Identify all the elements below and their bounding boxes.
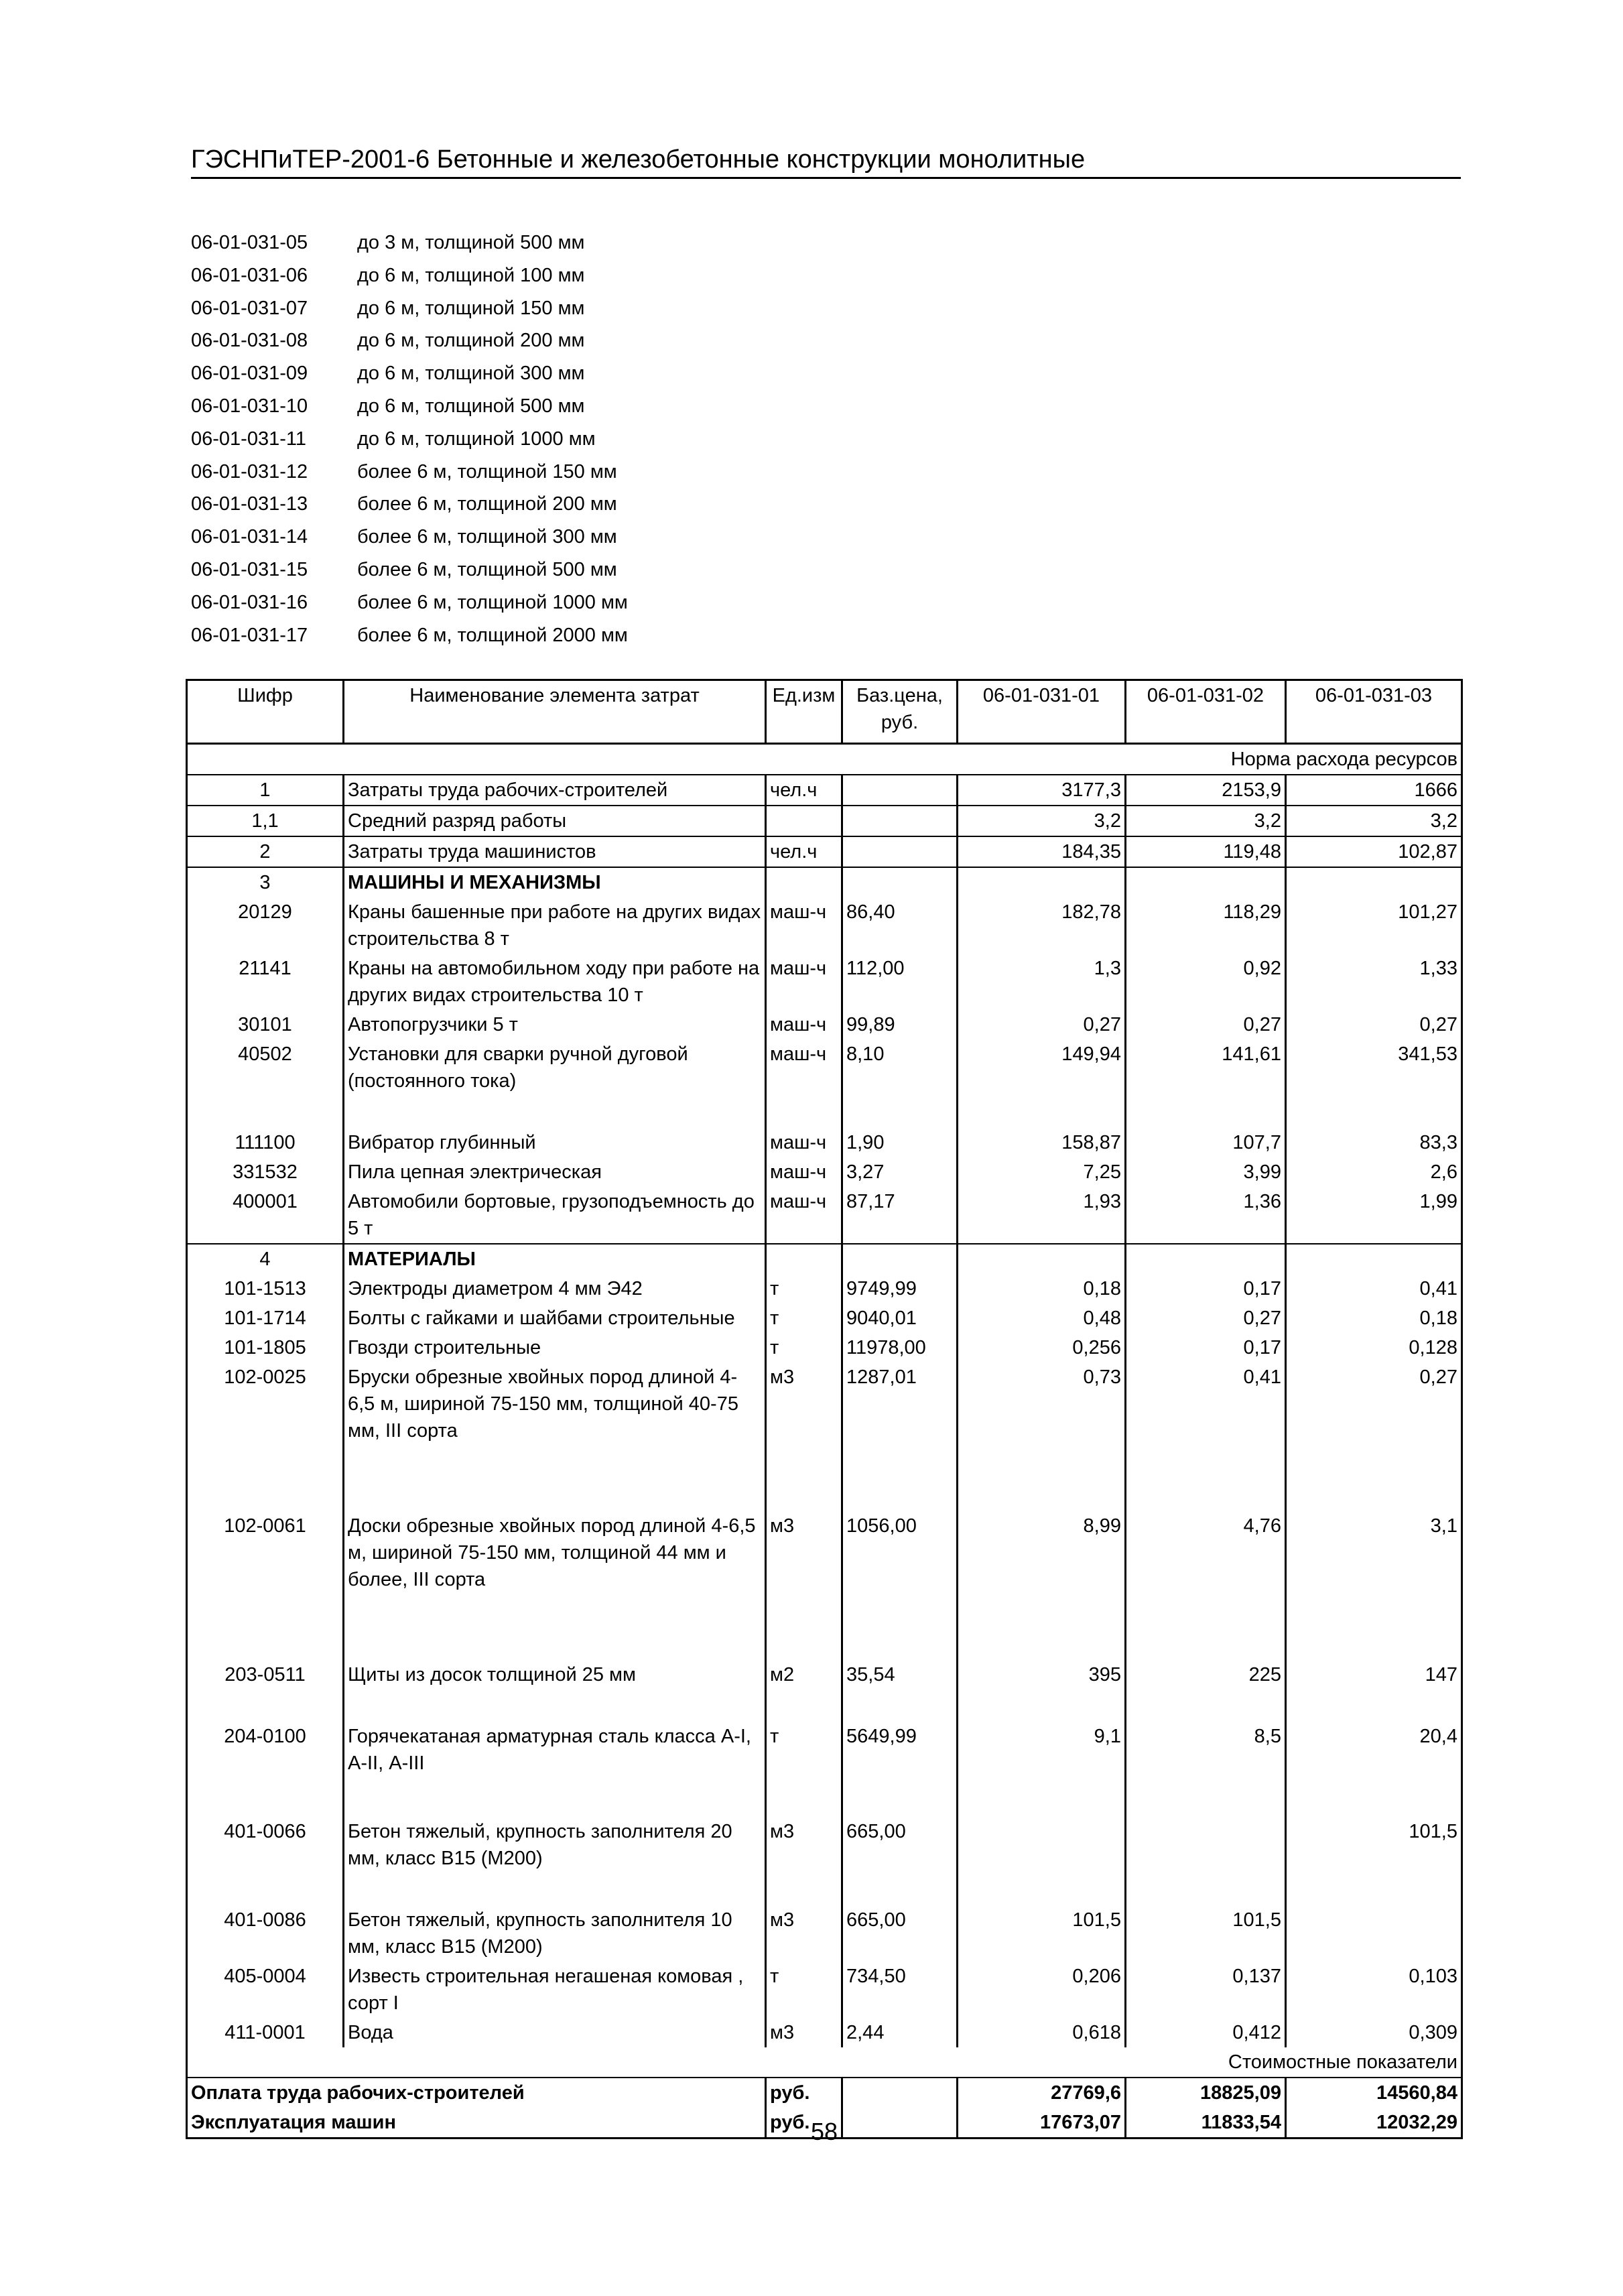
table-row — [187, 806, 1462, 836]
row-value-3: 0,128 — [1286, 1333, 1462, 1362]
code-list-item — [191, 554, 628, 586]
row-value-3: 83,3 — [1286, 1128, 1462, 1157]
table-row — [187, 897, 1462, 954]
row-value-3: 1666 — [1286, 775, 1462, 806]
row-code: 400001 — [187, 1187, 344, 1244]
row-code: 111100 — [187, 1128, 344, 1157]
row-unit: м3 — [766, 1362, 842, 1511]
row-unit: т — [766, 1722, 842, 1817]
row-price — [842, 1244, 958, 1274]
code-id: 06-01-031-13 — [191, 493, 308, 515]
code-id: 06-01-031-17 — [191, 624, 308, 646]
row-value-2 — [1126, 1244, 1286, 1274]
row-value-3: 2,6 — [1286, 1157, 1462, 1187]
row-name: МАШИНЫ И МЕХАНИЗМЫ — [344, 867, 766, 897]
table-row — [187, 1962, 1462, 2018]
totals-row — [187, 2078, 1462, 2108]
norm-label-row — [187, 744, 1462, 775]
row-code: 405-0004 — [187, 1962, 344, 2018]
row-value-1: 0,73 — [958, 1362, 1126, 1511]
row-value-3 — [1286, 867, 1462, 897]
row-name: Пила цепная электрическая — [344, 1157, 766, 1187]
row-value-1: 9,1 — [958, 1722, 1126, 1817]
cost-label-row — [187, 2047, 1462, 2078]
header-col2: 06-01-031-02 — [1126, 680, 1286, 744]
table-row — [187, 1303, 1462, 1333]
row-unit: м2 — [766, 1660, 842, 1722]
row-value-3: 0,309 — [1286, 2018, 1462, 2047]
code-list-item — [191, 292, 628, 325]
code-desc: более 6 м, толщиной 150 мм — [357, 460, 617, 483]
row-unit: маш-ч — [766, 897, 842, 954]
row-value-3: 0,103 — [1286, 1962, 1462, 2018]
code-desc: до 6 м, толщиной 150 мм — [357, 297, 585, 319]
table-row — [187, 836, 1462, 867]
row-name: Горячекатаная арматурная сталь класса А-I, А-II, А-III — [344, 1722, 766, 1817]
row-price: 665,00 — [842, 1905, 958, 1962]
code-list-item — [191, 259, 628, 292]
row-price: 5649,99 — [842, 1722, 958, 1817]
row-code: 102-0025 — [187, 1362, 344, 1511]
table-row — [187, 1511, 1462, 1660]
row-value-1: 0,256 — [958, 1333, 1126, 1362]
table-body — [187, 775, 1462, 2047]
totals-unit: руб. — [766, 2108, 842, 2139]
row-value-1: 8,99 — [958, 1511, 1126, 1660]
table-row — [187, 954, 1462, 1010]
row-name: Установки для сварки ручной дуговой (постоянного тока) — [344, 1039, 766, 1128]
row-value-1: 3177,3 — [958, 775, 1126, 806]
code-desc: более 6 м, толщиной 1000 мм — [357, 591, 628, 613]
row-name: Бетон тяжелый, крупность заполнителя 10 мм, класс В15 (М200) — [344, 1905, 766, 1962]
code-list-item — [191, 619, 628, 652]
row-name: Гвозди строительные — [344, 1333, 766, 1362]
row-unit: чел.ч — [766, 775, 842, 806]
row-name: Затраты труда рабочих-строителей — [344, 775, 766, 806]
row-value-2: 8,5 — [1126, 1722, 1286, 1817]
row-unit: маш-ч — [766, 1010, 842, 1039]
table-row — [187, 1817, 1462, 1905]
row-value-2: 3,99 — [1126, 1157, 1286, 1187]
row-price — [842, 867, 958, 897]
code-id: 06-01-031-14 — [191, 526, 308, 548]
code-id: 06-01-031-09 — [191, 363, 308, 385]
header-col3: 06-01-031-03 — [1286, 680, 1462, 744]
table-row — [187, 1362, 1462, 1511]
row-value-3: 101,5 — [1286, 1817, 1462, 1905]
code-desc: более 6 м, толщиной 300 мм — [357, 526, 617, 548]
row-value-2: 0,412 — [1126, 2018, 1286, 2047]
row-unit: чел.ч — [766, 836, 842, 867]
row-value-2: 141,61 — [1126, 1039, 1286, 1128]
table-row — [187, 1128, 1462, 1157]
row-value-2: 1,36 — [1126, 1187, 1286, 1244]
row-value-2: 4,76 — [1126, 1511, 1286, 1660]
row-unit — [766, 867, 842, 897]
row-unit: т — [766, 1962, 842, 2018]
table-row — [187, 1187, 1462, 1244]
row-value-2: 0,41 — [1126, 1362, 1286, 1511]
row-price: 2,44 — [842, 2018, 958, 2047]
row-value-2: 118,29 — [1126, 897, 1286, 954]
row-name: Средний разряд работы — [344, 806, 766, 836]
row-value-2: 0,27 — [1126, 1303, 1286, 1333]
table-row — [187, 775, 1462, 806]
row-value-3 — [1286, 1244, 1462, 1274]
row-unit: маш-ч — [766, 954, 842, 1010]
page-number: 58 — [810, 2118, 838, 2145]
code-desc: более 6 м, толщиной 200 мм — [357, 493, 617, 515]
row-unit: маш-ч — [766, 1039, 842, 1128]
row-price: 1287,01 — [842, 1362, 958, 1511]
totals-value-1: 27769,6 — [958, 2078, 1126, 2108]
code-id: 06-01-031-10 — [191, 395, 308, 417]
row-unit: м3 — [766, 1905, 842, 1962]
row-code: 4 — [187, 1244, 344, 1274]
row-value-1: 101,5 — [958, 1905, 1126, 1962]
code-list-item — [191, 390, 628, 423]
row-value-1: 182,78 — [958, 897, 1126, 954]
row-value-1: 0,618 — [958, 2018, 1126, 2047]
row-value-3 — [1286, 1905, 1462, 1962]
table-row — [187, 1010, 1462, 1039]
code-list-item — [191, 423, 628, 456]
norm-label: Норма расхода ресурсов — [187, 744, 1462, 775]
row-price: 11978,00 — [842, 1333, 958, 1362]
row-value-2: 107,7 — [1126, 1128, 1286, 1157]
row-name: Краны башенные при работе на других видах строительства 8 т — [344, 897, 766, 954]
row-code: 30101 — [187, 1010, 344, 1039]
row-unit: маш-ч — [766, 1157, 842, 1187]
header-code: Шифр — [187, 680, 344, 744]
row-name: Бетон тяжелый, крупность заполнителя 20 мм, класс В15 (М200) — [344, 1817, 766, 1905]
row-value-3: 341,53 — [1286, 1039, 1462, 1128]
code-list — [191, 227, 628, 651]
table-row — [187, 1722, 1462, 1817]
row-unit: т — [766, 1303, 842, 1333]
row-value-1: 0,18 — [958, 1274, 1126, 1303]
row-value-2: 119,48 — [1126, 836, 1286, 867]
row-code: 2 — [187, 836, 344, 867]
row-price: 9749,99 — [842, 1274, 958, 1303]
code-desc: до 6 м, толщиной 200 мм — [357, 330, 585, 352]
row-value-3: 1,99 — [1286, 1187, 1462, 1244]
row-price: 1056,00 — [842, 1511, 958, 1660]
row-value-1: 0,206 — [958, 1962, 1126, 2018]
table-row — [187, 1039, 1462, 1128]
code-id: 06-01-031-08 — [191, 330, 308, 352]
row-code: 411-0001 — [187, 2018, 344, 2047]
row-price: 1,90 — [842, 1128, 958, 1157]
totals-unit: руб. — [766, 2078, 842, 2108]
row-value-1: 149,94 — [958, 1039, 1126, 1128]
row-name: Доски обрезные хвойных пород длиной 4-6,5 м, шириной 75-150 мм, толщиной 44 мм и более, III сорта — [344, 1511, 766, 1660]
row-value-1: 395 — [958, 1660, 1126, 1722]
totals-price — [842, 2108, 958, 2139]
row-name: Известь строительная негашеная комовая , сорт I — [344, 1962, 766, 2018]
row-value-3: 0,27 — [1286, 1362, 1462, 1511]
row-code: 331532 — [187, 1157, 344, 1187]
row-code: 401-0086 — [187, 1905, 344, 1962]
code-id: 06-01-031-16 — [191, 591, 308, 613]
code-desc: до 6 м, толщиной 100 мм — [357, 264, 585, 286]
totals-value-1: 17673,07 — [958, 2108, 1126, 2139]
row-value-1: 184,35 — [958, 836, 1126, 867]
row-value-2: 0,137 — [1126, 1962, 1286, 2018]
totals-name: Оплата труда рабочих-строителей — [187, 2078, 766, 2108]
row-value-1: 1,3 — [958, 954, 1126, 1010]
code-id: 06-01-031-15 — [191, 558, 308, 580]
code-desc: более 6 м, толщиной 2000 мм — [357, 624, 628, 646]
code-desc: до 6 м, толщиной 1000 мм — [357, 428, 596, 450]
row-unit: маш-ч — [766, 1187, 842, 1244]
header-col1: 06-01-031-01 — [958, 680, 1126, 744]
cost-label: Стоимостные показатели — [187, 2047, 1462, 2078]
totals-value-3: 14560,84 — [1286, 2078, 1462, 2108]
row-name: Автомобили бортовые, грузоподъемность до 5 т — [344, 1187, 766, 1244]
code-list-item — [191, 227, 628, 259]
totals-value-2: 11833,54 — [1126, 2108, 1286, 2139]
row-unit: м3 — [766, 1817, 842, 1905]
row-value-1: 1,93 — [958, 1187, 1126, 1244]
row-name: Электроды диаметром 4 мм Э42 — [344, 1274, 766, 1303]
code-list-item — [191, 521, 628, 554]
row-code: 204-0100 — [187, 1722, 344, 1817]
row-value-1: 158,87 — [958, 1128, 1126, 1157]
row-unit: т — [766, 1274, 842, 1303]
row-value-3: 1,33 — [1286, 954, 1462, 1010]
row-value-1 — [958, 1817, 1126, 1905]
row-code: 101-1805 — [187, 1333, 344, 1362]
row-price: 734,50 — [842, 1962, 958, 2018]
row-price: 665,00 — [842, 1817, 958, 1905]
row-code: 20129 — [187, 897, 344, 954]
row-name: Бруски обрезные хвойных пород длиной 4-6,5 м, шириной 75-150 мм, толщиной 40-75 мм, III сорта — [344, 1362, 766, 1511]
row-code: 401-0066 — [187, 1817, 344, 1905]
row-code: 1 — [187, 775, 344, 806]
row-value-2: 3,2 — [1126, 806, 1286, 836]
header-title: ГЭСНПиТЕР-2001-6 Бетонные и железобетонные конструкции монолитные — [191, 145, 1086, 174]
row-value-2: 225 — [1126, 1660, 1286, 1722]
row-value-2: 0,17 — [1126, 1274, 1286, 1303]
row-price: 9040,01 — [842, 1303, 958, 1333]
row-name: Болты с гайками и шайбами строительные — [344, 1303, 766, 1333]
header-unit: Ед.изм — [766, 680, 842, 744]
page-header — [191, 142, 1461, 179]
row-name: Краны на автомобильном ходу при работе на других видах строительства 10 т — [344, 954, 766, 1010]
row-code: 102-0061 — [187, 1511, 344, 1660]
table-row — [187, 1660, 1462, 1722]
code-desc: до 6 м, толщиной 500 мм — [357, 395, 585, 417]
header-price: Баз.цена, руб. — [842, 680, 958, 744]
row-value-1 — [958, 1244, 1126, 1274]
resource-table — [186, 679, 1463, 2139]
table-row — [187, 1157, 1462, 1187]
row-value-3: 0,41 — [1286, 1274, 1462, 1303]
row-value-3: 3,1 — [1286, 1511, 1462, 1660]
header-name: Наименование элемента затрат — [344, 680, 766, 744]
row-code: 40502 — [187, 1039, 344, 1128]
row-value-2: 0,92 — [1126, 954, 1286, 1010]
row-name: Автопогрузчики 5 т — [344, 1010, 766, 1039]
row-code: 21141 — [187, 954, 344, 1010]
row-value-1: 3,2 — [958, 806, 1126, 836]
row-unit — [766, 806, 842, 836]
code-id: 06-01-031-12 — [191, 460, 308, 483]
row-value-3: 0,18 — [1286, 1303, 1462, 1333]
table-row — [187, 867, 1462, 897]
row-code: 1,1 — [187, 806, 344, 836]
row-price: 8,10 — [842, 1039, 958, 1128]
row-value-2 — [1126, 1817, 1286, 1905]
code-list-item — [191, 586, 628, 619]
totals-value-3: 12032,29 — [1286, 2108, 1462, 2139]
row-value-3: 3,2 — [1286, 806, 1462, 836]
row-name: МАТЕРИАЛЫ — [344, 1244, 766, 1274]
row-price: 35,54 — [842, 1660, 958, 1722]
row-value-3: 0,27 — [1286, 1010, 1462, 1039]
row-price: 112,00 — [842, 954, 958, 1010]
row-price — [842, 806, 958, 836]
row-value-1: 0,27 — [958, 1010, 1126, 1039]
totals-price — [842, 2078, 958, 2108]
totals-name: Эксплуатация машин — [187, 2108, 766, 2139]
row-name: Вибратор глубинный — [344, 1128, 766, 1157]
code-desc: более 6 м, толщиной 500 мм — [357, 558, 617, 580]
row-value-3: 147 — [1286, 1660, 1462, 1722]
row-unit: т — [766, 1333, 842, 1362]
table-row — [187, 1333, 1462, 1362]
row-price — [842, 775, 958, 806]
code-id: 06-01-031-05 — [191, 232, 308, 253]
code-id: 06-01-031-07 — [191, 297, 308, 319]
row-value-1: 7,25 — [958, 1157, 1126, 1187]
code-desc: до 3 м, толщиной 500 мм — [357, 232, 585, 253]
row-value-1: 0,48 — [958, 1303, 1126, 1333]
row-code: 3 — [187, 867, 344, 897]
table-row — [187, 1274, 1462, 1303]
row-unit: маш-ч — [766, 1128, 842, 1157]
row-name: Вода — [344, 2018, 766, 2047]
row-value-2: 0,17 — [1126, 1333, 1286, 1362]
table-row — [187, 2018, 1462, 2047]
row-price: 87,17 — [842, 1187, 958, 1244]
code-desc: до 6 м, толщиной 300 мм — [357, 363, 585, 385]
code-list-item — [191, 324, 628, 357]
code-id: 06-01-031-11 — [191, 428, 306, 450]
totals-value-2: 18825,09 — [1126, 2078, 1286, 2108]
row-name: Щиты из досок толщиной 25 мм — [344, 1660, 766, 1722]
code-list-item — [191, 488, 628, 521]
row-unit: м3 — [766, 2018, 842, 2047]
row-value-2 — [1126, 867, 1286, 897]
table-row — [187, 1905, 1462, 1962]
row-code: 101-1714 — [187, 1303, 344, 1333]
row-value-1 — [958, 867, 1126, 897]
row-price: 3,27 — [842, 1157, 958, 1187]
row-name: Затраты труда машинистов — [344, 836, 766, 867]
row-code: 203-0511 — [187, 1660, 344, 1722]
row-value-3: 102,87 — [1286, 836, 1462, 867]
row-value-2: 0,27 — [1126, 1010, 1286, 1039]
row-value-3: 101,27 — [1286, 897, 1462, 954]
row-value-2: 101,5 — [1126, 1905, 1286, 1962]
row-price: 99,89 — [842, 1010, 958, 1039]
row-value-2: 2153,9 — [1126, 775, 1286, 806]
row-unit: м3 — [766, 1511, 842, 1660]
row-unit — [766, 1244, 842, 1274]
row-code: 101-1513 — [187, 1274, 344, 1303]
code-list-item — [191, 357, 628, 390]
table-row — [187, 1244, 1462, 1274]
code-id: 06-01-031-06 — [191, 264, 308, 286]
row-price: 86,40 — [842, 897, 958, 954]
row-value-3: 20,4 — [1286, 1722, 1462, 1817]
code-list-item — [191, 456, 628, 489]
table-header-row — [187, 680, 1462, 744]
row-price — [842, 836, 958, 867]
